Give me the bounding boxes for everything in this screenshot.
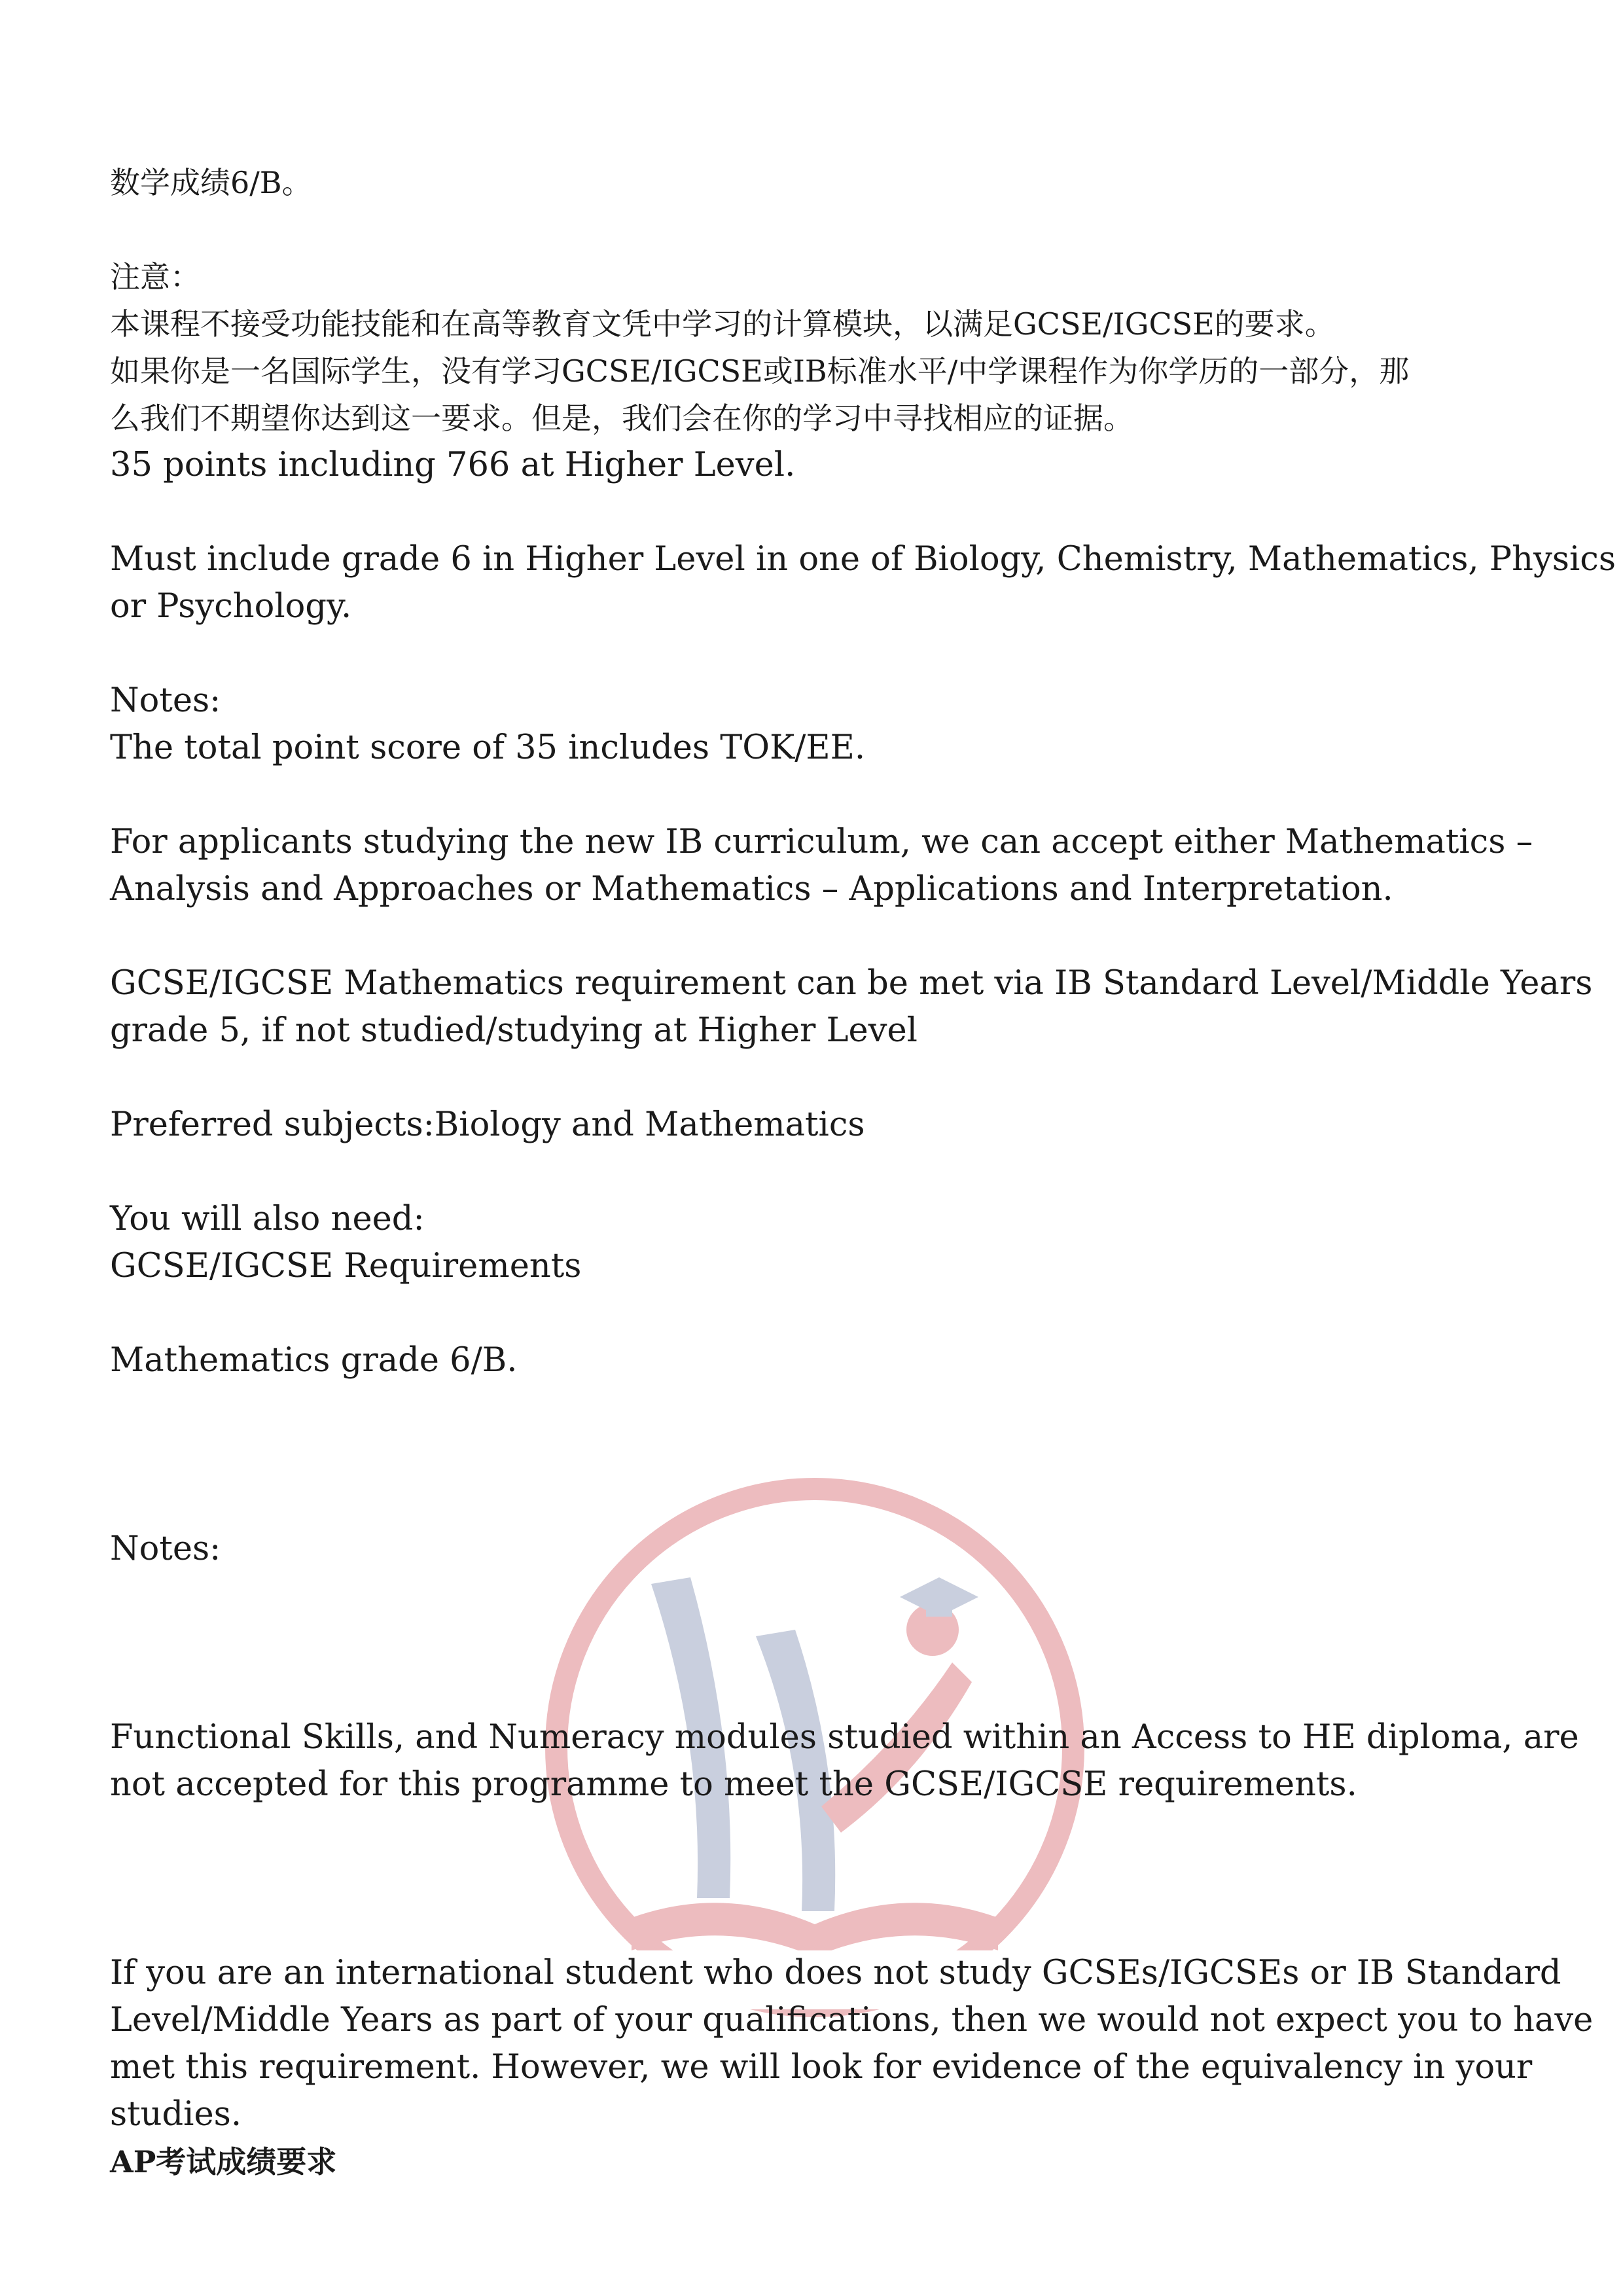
text-line-12: Analysis and Approaches or Mathematics – Applications and Interpretation.	[110, 870, 1393, 908]
text-line-14: grade 5, if not studied/studying at Higher Level	[110, 1011, 918, 1050]
text-line-8: or Psychology.	[110, 587, 352, 626]
text-line-2: 注意：	[110, 259, 200, 295]
text-line-15: Preferred subjects:Biology and Mathematics	[110, 1105, 865, 1144]
text-line-20: Functional Skills, and Numeracy modules studied within an Access to HE diploma, are	[110, 1718, 1579, 1757]
text-line-9: Notes:	[110, 681, 221, 720]
text-line-24: met this requirement. However, we will look for evidence of the equivalency in your	[110, 2048, 1533, 2087]
text-line-17: GCSE/IGCSE Requirements	[110, 1247, 582, 1285]
text-line-1: 数学成绩6/B。	[110, 165, 312, 200]
text-line-11: For applicants studying the new IB curriculum, we can accept either Mathematics –	[110, 823, 1533, 861]
text-line-23: Level/Middle Years as part of your qualifications, then we would not expect you to have	[110, 2001, 1594, 2039]
text-line-7: Must include grade 6 in Higher Level in one of Biology, Chemistry, Mathematics, Physics	[110, 540, 1616, 579]
text-line-5: 么我们不期望你达到这一要求。但是，我们会在你的学习中寻找相应的证据。	[110, 401, 1133, 436]
text-line-25: studies.	[110, 2095, 242, 2134]
text-line-18: Mathematics grade 6/B.	[110, 1341, 518, 1380]
text-line-22: If you are an international student who does not study GCSEs/IGCSEs or IB Standard	[110, 1954, 1561, 1992]
section-heading: AP考试成绩要求	[110, 2144, 337, 2179]
text-line-6: 35 points including 766 at Higher Level.	[110, 446, 796, 484]
text-line-3: 本课程不接受功能技能和在高等教育文凭中学习的计算模块，以满足GCSE/IGCSE的要求。	[110, 306, 1335, 342]
text-line-4: 如果你是一名国际学生，没有学习GCSE/IGCSE或IB标准水平/中学课程作为你学历的一部分，那	[110, 353, 1410, 389]
text-line-16: You will also need:	[110, 1200, 425, 1238]
text-line-10: The total point score of 35 includes TOK/EE.	[110, 728, 866, 767]
text-line-13: GCSE/IGCSE Mathematics requirement can be met via IB Standard Level/Middle Years	[110, 964, 1593, 1003]
text-line-21: not accepted for this programme to meet the GCSE/IGCSE requirements.	[110, 1765, 1357, 1804]
text-line-19: Notes:	[110, 1530, 221, 1568]
